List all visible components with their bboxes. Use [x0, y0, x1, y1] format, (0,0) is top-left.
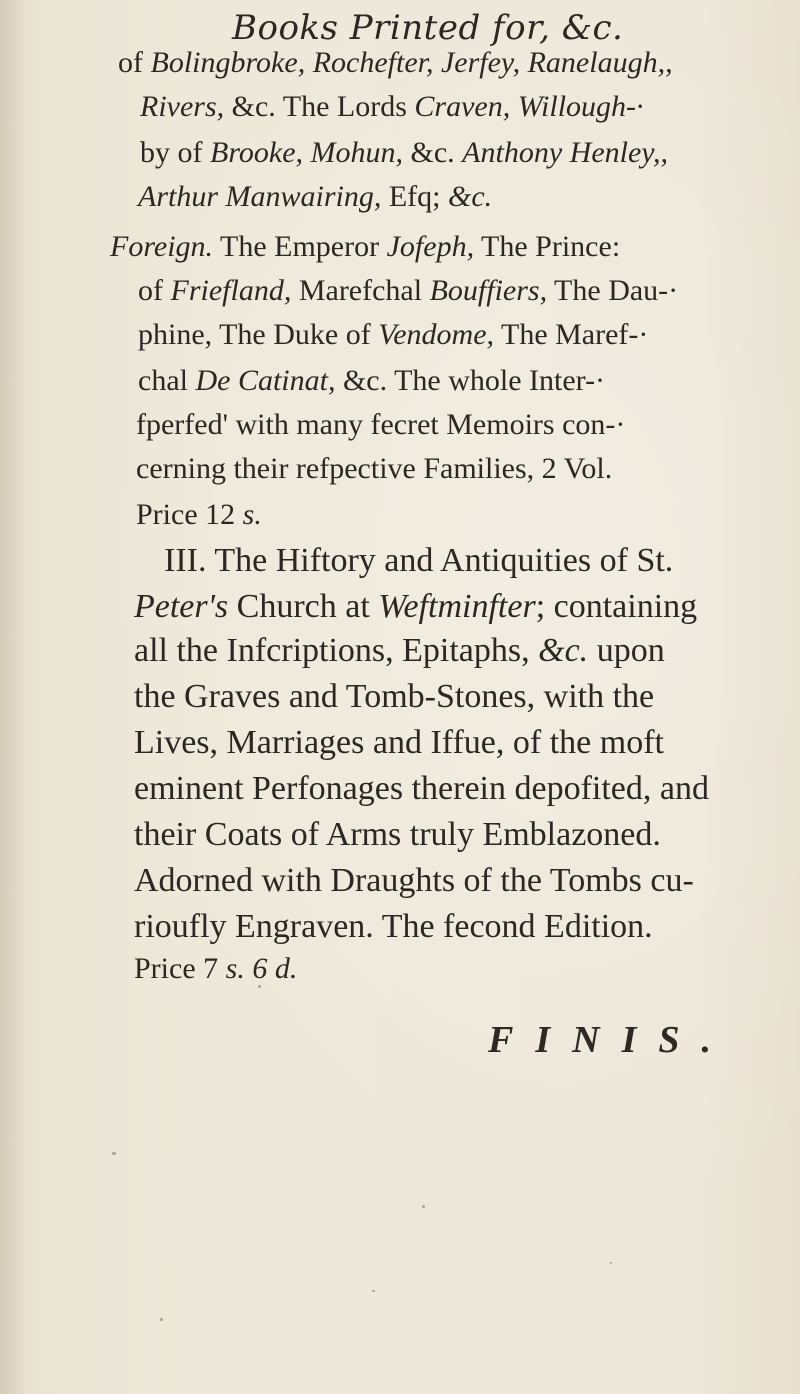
- text-run: chal: [138, 364, 196, 397]
- text-line: [134, 632, 665, 670]
- text-line: [140, 136, 668, 170]
- text-run: Jofeph,: [386, 230, 475, 263]
- text-run: by of: [140, 136, 210, 169]
- text-run: Marefchal: [291, 274, 430, 307]
- text-run: the Graves and Tomb-Stones, with the: [134, 678, 655, 715]
- text-line: [134, 816, 661, 854]
- text-line: [138, 180, 492, 214]
- text-run: Brooke, Mohun,: [210, 136, 404, 169]
- text-line: [134, 908, 653, 946]
- text-run: III. The Hiftory and Antiquities of St.: [164, 542, 674, 579]
- text-run: Craven, Willough-·: [414, 90, 644, 123]
- text-run: Vendome,: [378, 318, 495, 351]
- text-line: [134, 724, 664, 762]
- text-line: [134, 588, 697, 626]
- text-run: &c.: [403, 136, 463, 169]
- text-run: &c.: [448, 180, 493, 213]
- text-line: [136, 498, 262, 532]
- text-run: Price 7: [134, 952, 226, 985]
- text-line: [134, 862, 694, 900]
- text-run: &c. The Lords: [224, 90, 415, 123]
- finis-colophon: FINIS.: [488, 1019, 733, 1061]
- text-line: [134, 952, 297, 986]
- text-run: The Maref-·: [494, 318, 649, 351]
- text-run: Friefland,: [170, 274, 292, 307]
- text-line: [138, 318, 648, 352]
- text-line: [138, 274, 678, 308]
- text-run: all the Infcriptions, Epitaphs,: [134, 632, 539, 669]
- text-run: Rivers,: [140, 90, 225, 123]
- text-line: [138, 364, 605, 398]
- text-run: Arthur Manwairing,: [138, 180, 382, 213]
- text-run: Lives, Marriages and Iffue, of the moft: [134, 724, 664, 761]
- text-run: Weftminfter: [378, 588, 536, 625]
- text-run: &c. The whole Inter-·: [335, 364, 606, 397]
- text-line: [110, 230, 620, 264]
- text-run: Bolingbroke, Rochefter, Jerfey, Ranelaugh,,: [150, 46, 673, 79]
- text-run: cerning their refpective Families, 2 Vol.: [136, 452, 613, 485]
- text-run: s.: [242, 498, 262, 531]
- text-run: phine, The Duke of: [138, 318, 379, 351]
- text-run: Anthony Henley,,: [462, 136, 668, 169]
- text-run: Bouffiers,: [429, 274, 548, 307]
- paper-speck: [160, 1318, 163, 1321]
- text-run: their Coats of Arms truly Emblazoned.: [134, 816, 661, 853]
- text-run: Price 12: [136, 498, 243, 531]
- text-run: Church at: [228, 588, 379, 625]
- text-line: [118, 46, 673, 80]
- page-gutter-shadow: [0, 0, 26, 1394]
- text-run: s. 6 d.: [225, 952, 298, 985]
- text-line: [134, 770, 709, 808]
- text-run: of: [138, 274, 171, 307]
- text-run: The Emperor: [213, 230, 387, 263]
- paper-speck: [112, 1152, 116, 1155]
- text-line: [136, 452, 612, 486]
- text-run: eminent Perfonages therein depofited, and: [134, 770, 709, 807]
- paper-speck: [258, 985, 261, 988]
- text-run: Peter's: [134, 588, 229, 625]
- text-line: [140, 90, 644, 124]
- paper-speck: [372, 1290, 375, 1292]
- text-line: [136, 408, 625, 442]
- text-run: Foreign.: [110, 230, 214, 263]
- text-run: The Prince:: [474, 230, 621, 263]
- text-run: &c.: [538, 632, 589, 669]
- running-header: Books Printed for, &c.: [232, 8, 624, 48]
- text-run: upon: [588, 632, 665, 669]
- text-run: of: [118, 46, 151, 79]
- text-line: [164, 542, 673, 580]
- paper-speck: [422, 1205, 425, 1208]
- text-run: Adorned with Draughts of the Tombs cu-: [134, 862, 694, 899]
- text-run: Efq;: [381, 180, 449, 213]
- paper-speck: [610, 1262, 612, 1264]
- text-line: [134, 678, 654, 716]
- text-run: ; containing: [535, 588, 698, 625]
- text-run: rioufly Engraven. The fecond Edition.: [134, 908, 653, 945]
- text-run: fperfed' with many fecret Memoirs con-·: [136, 408, 626, 441]
- text-run: De Catinat,: [195, 364, 336, 397]
- text-run: The Dau-·: [547, 274, 679, 307]
